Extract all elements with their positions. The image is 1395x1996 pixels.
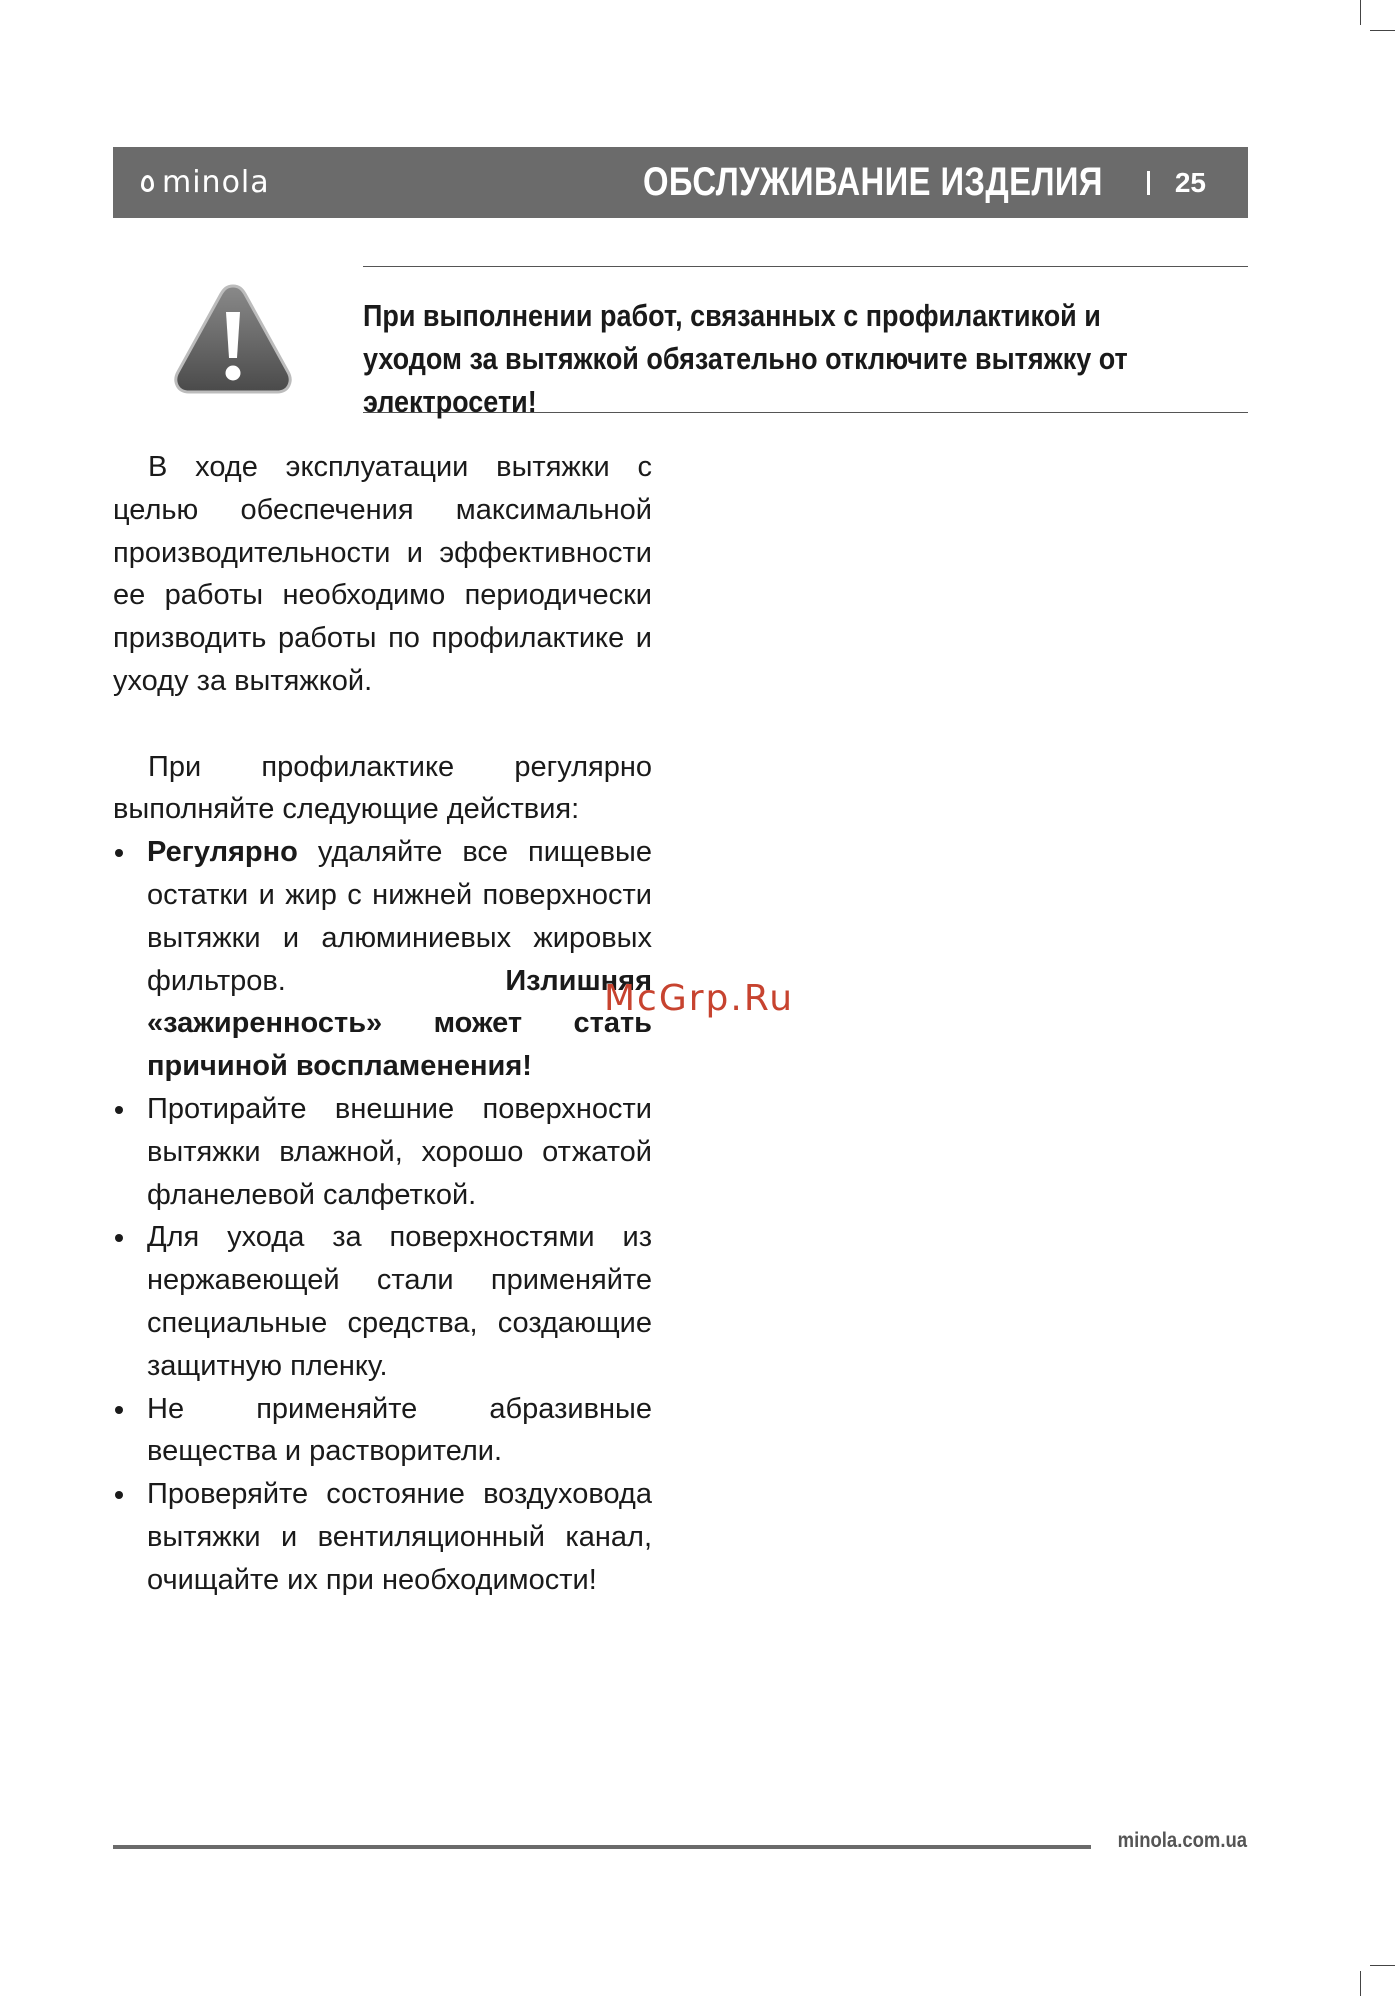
- crop-mark: [1370, 1965, 1395, 1966]
- warning-text: При выполнении работ, связанных с профилактикой и уходом за вытяжкой обязательно отключите вытяжку от электросети!: [363, 298, 1128, 419]
- brand-name: minola: [162, 165, 270, 200]
- bullet-text: Для ухода за поверхностями из нержавеющей стали применяйте специальные средства, создающие защитную пленку.: [147, 1221, 652, 1382]
- bullet-text: Протирайте внешние поверхности вытяжки влажной, хорошо отжатой фланелевой салфеткой.: [147, 1092, 652, 1211]
- watermark: McGrp.Ru: [604, 978, 795, 1019]
- crop-mark: [1370, 30, 1395, 31]
- crop-mark: [1360, 1971, 1361, 1996]
- warning-triangle-icon: [170, 280, 296, 398]
- brand-logo: [141, 147, 270, 218]
- body-column: [113, 446, 652, 1602]
- bullet-text: Проверяйте состояние воздуховода вытяжки и вентиляционный канал, очищайте их при необходимости!: [147, 1478, 652, 1596]
- footer-url[interactable]: minola.com.ua: [1117, 1829, 1247, 1852]
- bullet-warning: Излишняя «зажиренность» может стать причиной воспламенения!: [147, 964, 652, 1083]
- intro-paragraph: В ходе эксплуатации вытяжки с целью обеспечения максимальной производительности и эффективности ее работы необходимо периодически призводить работы по профилактике и уходу за вытяжкой.: [113, 451, 652, 697]
- section-header: [113, 147, 1248, 218]
- page-title: ОБСЛУЖИВАНИЕ ИЗДЕЛИЯ: [643, 160, 1103, 204]
- list-item: [113, 1473, 652, 1601]
- bullet-text: удаляйте все пищевые остатки и жир с нижней поверхности вытяжки и алюминиевых жировых фильтров.: [147, 836, 652, 997]
- maintenance-list: [113, 831, 652, 1601]
- warning-rule-top: [363, 266, 1248, 267]
- list-item: [113, 1088, 652, 1216]
- list-item: [113, 1388, 652, 1474]
- list-item: [113, 1216, 652, 1387]
- bullet-text: Не применяйте абразивные вещества и растворители.: [147, 1392, 652, 1468]
- page-number: 25: [1174, 167, 1206, 198]
- lead-paragraph: При профилактике регулярно выполняйте следующие действия:: [113, 750, 652, 826]
- footer-rule: [113, 1845, 1091, 1849]
- crop-mark: [1360, 0, 1361, 25]
- bullet-emphasis: Регулярно: [147, 836, 298, 869]
- drop-icon: [141, 175, 154, 192]
- header-divider: [1147, 171, 1150, 195]
- list-item: [113, 831, 652, 1088]
